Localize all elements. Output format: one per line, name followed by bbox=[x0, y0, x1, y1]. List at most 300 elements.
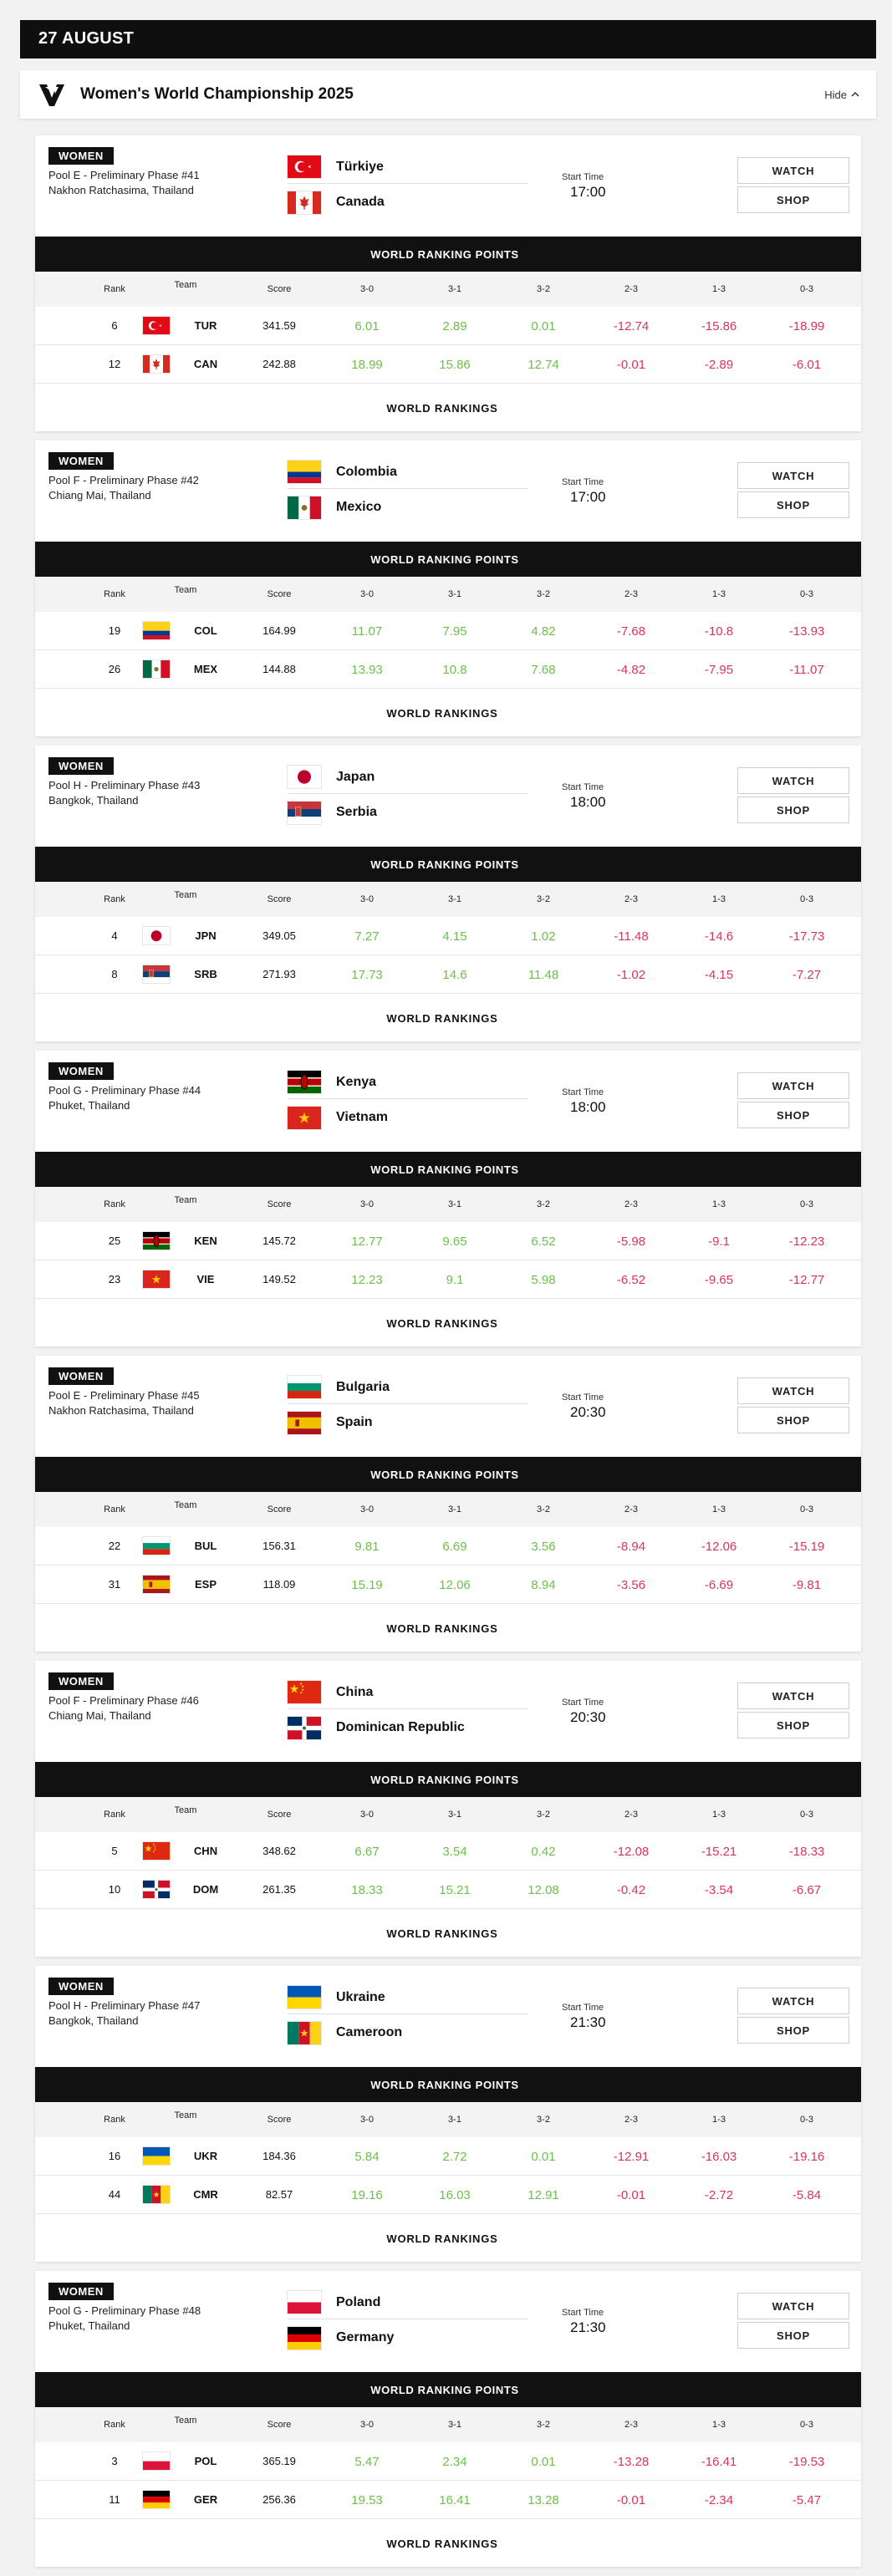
team-code: BUL bbox=[194, 1540, 217, 1552]
ranking-points-value: -18.99 bbox=[788, 319, 825, 333]
bul-flag-icon bbox=[143, 1537, 170, 1555]
dom-flag-icon bbox=[143, 1881, 170, 1898]
team-entry[interactable] bbox=[288, 2321, 528, 2355]
table-row bbox=[35, 1222, 861, 1260]
pol-flag-icon bbox=[288, 2291, 336, 2314]
reorder-arrows-icon[interactable] bbox=[56, 2187, 76, 2201]
championship-title: Women's World Championship 2025 bbox=[80, 85, 354, 103]
world-rankings-label: WORLD RANKINGS bbox=[386, 1927, 498, 1940]
ranking-points-value: 12.06 bbox=[439, 1578, 471, 1592]
reorder-arrows-icon[interactable] bbox=[56, 662, 76, 675]
world-ranking-points-toggle[interactable] bbox=[35, 2067, 861, 2102]
team-score: 144.88 bbox=[263, 663, 296, 675]
col-team: Team bbox=[174, 1195, 197, 1205]
ranking-points-value: -7.27 bbox=[792, 968, 822, 982]
ranking-points-value: -15.21 bbox=[701, 1845, 737, 1859]
col-score: Score bbox=[267, 1504, 292, 1515]
world-rankings-link[interactable] bbox=[35, 994, 861, 1041]
wrp-label: WORLD RANKING POINTS bbox=[370, 1163, 519, 1176]
ranking-points-value: -17.73 bbox=[788, 929, 825, 944]
ranking-points-value: -3.56 bbox=[616, 1578, 646, 1592]
ranking-points-value: 12.77 bbox=[351, 1235, 383, 1249]
team-code: MEX bbox=[193, 663, 218, 675]
ranking-points-value: -6.69 bbox=[704, 1578, 734, 1592]
team-entry[interactable] bbox=[288, 1101, 528, 1134]
team-entry[interactable] bbox=[288, 150, 528, 184]
col-result: 3-1 bbox=[448, 589, 461, 599]
team-code: ESP bbox=[194, 1578, 217, 1591]
start-time-value: 17:00 bbox=[570, 184, 606, 200]
table-row bbox=[35, 1527, 861, 1565]
mex-flag-icon bbox=[143, 660, 170, 678]
ranking-points-value: 3.54 bbox=[442, 1845, 467, 1859]
shop-button[interactable]: SHOP bbox=[737, 2322, 849, 2349]
match-card bbox=[35, 2271, 861, 2567]
team-score: 256.36 bbox=[263, 2493, 296, 2506]
world-rankings-link[interactable] bbox=[35, 2519, 861, 2567]
col-rank: Rank bbox=[104, 1810, 125, 1820]
ranking-points-value: -4.15 bbox=[704, 968, 734, 982]
match-header bbox=[35, 746, 861, 847]
team-entry[interactable] bbox=[288, 1066, 528, 1099]
watch-button[interactable]: WATCH bbox=[737, 1072, 849, 1099]
col-result: 3-1 bbox=[448, 284, 461, 294]
table-row bbox=[35, 345, 861, 384]
reorder-arrows-icon[interactable] bbox=[56, 1882, 76, 1896]
team-entry[interactable] bbox=[288, 186, 528, 219]
table-row bbox=[35, 917, 861, 955]
col-team: Team bbox=[174, 280, 197, 290]
team-rank: 5 bbox=[111, 1845, 118, 1857]
ranking-points-value: 2.34 bbox=[442, 2455, 467, 2469]
team-name: Cameroon bbox=[336, 2025, 403, 2039]
ranking-points-value: 16.03 bbox=[439, 2188, 471, 2202]
team-name: Germany bbox=[336, 2330, 395, 2344]
world-ranking-points-toggle[interactable] bbox=[35, 1457, 861, 1492]
table-row bbox=[35, 1832, 861, 1871]
gender-tag: WOMEN bbox=[48, 1367, 114, 1385]
team-code: SRB bbox=[194, 968, 217, 980]
table-row bbox=[35, 955, 861, 994]
team-code: KEN bbox=[194, 1235, 217, 1247]
ranking-points-value: -12.91 bbox=[613, 2150, 650, 2164]
pool-label: Pool H - Preliminary Phase #47 bbox=[48, 1999, 201, 2012]
col-flag-icon bbox=[143, 622, 170, 639]
world-rankings-link[interactable] bbox=[35, 1909, 861, 1957]
team-score: 82.57 bbox=[265, 2188, 293, 2201]
team-score: 261.35 bbox=[263, 1883, 296, 1896]
esp-flag-icon bbox=[143, 1576, 170, 1593]
ranking-points-value: -13.28 bbox=[613, 2455, 650, 2469]
start-time-value: 18:00 bbox=[570, 1099, 606, 1115]
team-rank: 3 bbox=[111, 2455, 118, 2467]
table-row bbox=[35, 2442, 861, 2481]
match-card bbox=[35, 135, 861, 431]
team-entry[interactable] bbox=[288, 761, 528, 794]
ranking-points-value: 5.47 bbox=[354, 2455, 380, 2469]
start-time-label: Start Time bbox=[562, 2003, 604, 2013]
team-code: JPN bbox=[195, 929, 217, 942]
watch-button[interactable]: WATCH bbox=[737, 1988, 849, 2014]
ranking-points-value: -0.01 bbox=[616, 358, 646, 372]
shop-button[interactable]: SHOP bbox=[737, 1712, 849, 1739]
ranking-points-value: 0.01 bbox=[531, 2150, 556, 2164]
ranking-points-value: 6.52 bbox=[531, 1235, 556, 1249]
world-rankings-link[interactable] bbox=[35, 384, 861, 431]
world-rankings-link[interactable] bbox=[35, 2214, 861, 2262]
gender-tag: WOMEN bbox=[48, 1062, 114, 1080]
team-score: 118.09 bbox=[263, 1578, 296, 1591]
col-result: 0-3 bbox=[800, 1810, 813, 1820]
world-rankings-link[interactable] bbox=[35, 689, 861, 736]
team-name: Bulgaria bbox=[336, 1379, 390, 1394]
team-rank: 31 bbox=[108, 1578, 121, 1591]
ranking-points-value: 12.91 bbox=[528, 2188, 559, 2202]
table-row bbox=[35, 2176, 861, 2214]
reorder-arrows-icon[interactable] bbox=[56, 1272, 76, 1285]
ranking-points-value: -15.19 bbox=[788, 1540, 825, 1554]
venue-label: Chiang Mai, Thailand bbox=[48, 489, 151, 501]
match-header bbox=[35, 1356, 861, 1457]
ranking-table-header bbox=[35, 1187, 861, 1222]
venue-label: Nakhon Ratchasima, Thailand bbox=[48, 1404, 194, 1417]
team-entry[interactable] bbox=[288, 456, 528, 489]
world-ranking-points-toggle[interactable] bbox=[35, 542, 861, 577]
match-card bbox=[35, 1356, 861, 1652]
ranking-points-value: 7.68 bbox=[531, 663, 556, 677]
ranking-table-header bbox=[35, 1492, 861, 1527]
reorder-arrows-icon[interactable] bbox=[56, 1539, 76, 1552]
match-header bbox=[35, 1661, 861, 1762]
venue-label: Bangkok, Thailand bbox=[48, 794, 139, 807]
col-result: 0-3 bbox=[800, 2420, 813, 2430]
ranking-points-value: 17.73 bbox=[351, 968, 383, 982]
match-card bbox=[35, 1966, 861, 2262]
match-header bbox=[35, 1966, 861, 2067]
watch-button[interactable]: WATCH bbox=[737, 462, 849, 489]
ranking-points-value: -2.89 bbox=[704, 358, 734, 372]
team-entry[interactable] bbox=[288, 2286, 528, 2319]
venue-label: Bangkok, Thailand bbox=[48, 2014, 139, 2027]
shop-button[interactable]: SHOP bbox=[737, 797, 849, 823]
col-team: Team bbox=[174, 585, 197, 595]
table-row bbox=[35, 1565, 861, 1604]
shop-button[interactable]: SHOP bbox=[737, 1102, 849, 1128]
jpn-flag-icon bbox=[143, 927, 170, 944]
watch-button[interactable]: WATCH bbox=[737, 2293, 849, 2319]
world-ranking-points-toggle[interactable] bbox=[35, 2372, 861, 2407]
ken-flag-icon bbox=[288, 1071, 336, 1093]
col-score: Score bbox=[267, 589, 292, 599]
team-entry[interactable] bbox=[288, 796, 528, 829]
col-result: 3-2 bbox=[537, 589, 550, 599]
ranking-points-value: 9.65 bbox=[442, 1235, 467, 1249]
shop-button[interactable]: SHOP bbox=[737, 2017, 849, 2044]
team-score: 184.36 bbox=[263, 2150, 296, 2162]
world-rankings-link[interactable] bbox=[35, 1604, 861, 1652]
match-header bbox=[35, 135, 861, 237]
col-team: Team bbox=[174, 2416, 197, 2426]
ranking-points-value: -4.82 bbox=[616, 663, 646, 677]
start-time-label: Start Time bbox=[562, 172, 604, 182]
ranking-points-value: 5.84 bbox=[354, 2150, 380, 2164]
col-rank: Rank bbox=[104, 2115, 125, 2125]
shop-button[interactable]: SHOP bbox=[737, 1407, 849, 1433]
ranking-points-value: -16.03 bbox=[701, 2150, 737, 2164]
ranking-points-value: -5.47 bbox=[792, 2493, 822, 2507]
bul-flag-icon bbox=[288, 1376, 336, 1398]
ranking-points-value: 19.16 bbox=[351, 2188, 383, 2202]
watch-button[interactable]: WATCH bbox=[737, 157, 849, 184]
ranking-points-value: -3.54 bbox=[704, 1883, 734, 1897]
jpn-flag-icon bbox=[288, 766, 336, 788]
world-rankings-label: WORLD RANKINGS bbox=[386, 1011, 498, 1025]
team-code: CAN bbox=[193, 358, 218, 370]
ranking-points-value: -12.06 bbox=[701, 1540, 737, 1554]
ranking-points-value: -0.42 bbox=[616, 1883, 646, 1897]
watch-button[interactable]: WATCH bbox=[737, 1683, 849, 1709]
watch-button[interactable]: WATCH bbox=[737, 767, 849, 794]
ranking-table-header bbox=[35, 2407, 861, 2442]
reorder-arrows-icon[interactable] bbox=[56, 2149, 76, 2162]
ranking-points-value: -16.41 bbox=[701, 2455, 737, 2469]
hide-toggle[interactable] bbox=[824, 89, 859, 101]
dom-flag-icon bbox=[288, 1717, 336, 1739]
col-result: 2-3 bbox=[624, 2420, 638, 2430]
col-result: 3-2 bbox=[537, 894, 550, 904]
team-rank: 10 bbox=[108, 1883, 121, 1896]
pool-label: Pool G - Preliminary Phase #44 bbox=[48, 1084, 201, 1097]
world-ranking-points-toggle[interactable] bbox=[35, 1152, 861, 1187]
esp-flag-icon bbox=[288, 1412, 336, 1434]
ranking-points-value: -10.8 bbox=[704, 624, 734, 639]
ranking-points-value: -12.77 bbox=[788, 1273, 825, 1287]
shop-button[interactable]: SHOP bbox=[737, 491, 849, 518]
col-result: 1-3 bbox=[712, 589, 726, 599]
wrp-label: WORLD RANKING POINTS bbox=[370, 1773, 519, 1786]
venue-label: Chiang Mai, Thailand bbox=[48, 1709, 151, 1722]
table-row bbox=[35, 1871, 861, 1909]
team-entry[interactable] bbox=[288, 1676, 528, 1709]
reorder-arrows-icon[interactable] bbox=[56, 967, 76, 980]
ranking-points-value: -11.07 bbox=[789, 663, 824, 677]
team-entry[interactable] bbox=[288, 2016, 528, 2049]
col-result: 1-3 bbox=[712, 1810, 726, 1820]
col-result: 3-0 bbox=[360, 894, 374, 904]
col-result: 3-1 bbox=[448, 1199, 461, 1209]
watch-button[interactable]: WATCH bbox=[737, 1377, 849, 1404]
team-name: Kenya bbox=[336, 1074, 377, 1089]
team-rank: 25 bbox=[108, 1235, 121, 1247]
team-name: Serbia bbox=[336, 805, 377, 819]
start-time-label: Start Time bbox=[562, 1087, 604, 1097]
world-rankings-link[interactable] bbox=[35, 1299, 861, 1347]
ranking-points-value: -7.95 bbox=[704, 663, 734, 677]
ranking-points-value: 12.23 bbox=[351, 1273, 383, 1287]
team-entry[interactable] bbox=[288, 1371, 528, 1404]
reorder-arrows-icon[interactable] bbox=[56, 2492, 76, 2506]
reorder-arrows-icon[interactable] bbox=[56, 318, 76, 332]
ranking-points-value: -12.23 bbox=[788, 1235, 825, 1249]
col-result: 1-3 bbox=[712, 1504, 726, 1515]
championship-header bbox=[20, 70, 876, 119]
ranking-points-value: 2.72 bbox=[442, 2150, 467, 2164]
pool-label: Pool E - Preliminary Phase #45 bbox=[48, 1389, 200, 1402]
ranking-points-value: -6.67 bbox=[792, 1883, 822, 1897]
ger-flag-icon bbox=[143, 2491, 170, 2508]
start-time-label: Start Time bbox=[562, 782, 604, 792]
match-card bbox=[35, 1661, 861, 1957]
col-rank: Rank bbox=[104, 894, 125, 904]
world-ranking-points-toggle[interactable] bbox=[35, 1762, 861, 1797]
team-rank: 23 bbox=[108, 1273, 121, 1285]
ranking-points-value: -19.53 bbox=[788, 2455, 825, 2469]
team-rank: 12 bbox=[108, 358, 121, 370]
team-score: 341.59 bbox=[263, 319, 296, 332]
col-result: 2-3 bbox=[624, 284, 638, 294]
col-result: 0-3 bbox=[800, 2115, 813, 2125]
team-rank: 11 bbox=[109, 2493, 120, 2506]
col-result: 3-0 bbox=[360, 284, 374, 294]
ranking-points-value: 6.67 bbox=[354, 1845, 380, 1859]
team-entry[interactable] bbox=[288, 1711, 528, 1744]
world-ranking-points-toggle[interactable] bbox=[35, 847, 861, 882]
team-name: Dominican Republic bbox=[336, 1720, 465, 1734]
venue-label: Phuket, Thailand bbox=[48, 1099, 130, 1112]
ranking-points-value: -12.74 bbox=[613, 319, 650, 333]
ranking-points-value: 7.27 bbox=[354, 929, 380, 944]
team-score: 365.19 bbox=[263, 2455, 296, 2467]
col-rank: Rank bbox=[104, 2420, 125, 2430]
col-score: Score bbox=[267, 1810, 292, 1820]
ranking-points-value: 15.21 bbox=[439, 1883, 471, 1897]
ranking-points-value: 7.95 bbox=[442, 624, 467, 639]
team-code: CHN bbox=[193, 1845, 218, 1857]
start-time-label: Start Time bbox=[562, 477, 604, 487]
team-rank: 6 bbox=[111, 319, 118, 332]
team-name: Poland bbox=[336, 2294, 381, 2309]
volleyball-world-logo-icon bbox=[37, 79, 67, 109]
ranking-table-header bbox=[35, 2102, 861, 2137]
ranking-points-value: 11.07 bbox=[351, 624, 383, 639]
world-ranking-points-toggle[interactable] bbox=[35, 237, 861, 272]
team-name: China bbox=[336, 1684, 374, 1699]
ranking-points-value: 15.86 bbox=[439, 358, 471, 372]
shop-button[interactable]: SHOP bbox=[737, 186, 849, 213]
team-code: GER bbox=[193, 2493, 218, 2506]
reorder-arrows-icon[interactable] bbox=[56, 2454, 76, 2467]
team-entry[interactable] bbox=[288, 491, 528, 524]
team-rank: 26 bbox=[108, 663, 121, 675]
gender-tag: WOMEN bbox=[48, 452, 114, 470]
match-card bbox=[35, 440, 861, 736]
col-score: Score bbox=[267, 2420, 292, 2430]
col-result: 3-0 bbox=[360, 2115, 374, 2125]
ranking-points-value: 12.74 bbox=[528, 358, 559, 372]
ranking-points-value: -1.02 bbox=[616, 968, 646, 982]
col-result: 3-1 bbox=[448, 894, 461, 904]
start-time-label: Start Time bbox=[562, 2308, 604, 2318]
ranking-points-value: -5.84 bbox=[792, 2188, 822, 2202]
col-result: 2-3 bbox=[624, 1504, 638, 1515]
match-header bbox=[35, 2271, 861, 2372]
team-name: Vietnam bbox=[336, 1110, 388, 1124]
team-code: DOM bbox=[192, 1883, 219, 1896]
mex-flag-icon bbox=[288, 496, 336, 519]
team-entry[interactable] bbox=[288, 1981, 528, 2014]
col-result: 0-3 bbox=[800, 589, 813, 599]
ranking-points-value: 4.15 bbox=[442, 929, 467, 944]
col-result: 3-1 bbox=[448, 2115, 461, 2125]
table-row bbox=[35, 307, 861, 345]
vie-flag-icon bbox=[143, 1270, 170, 1288]
table-row bbox=[35, 1260, 861, 1299]
col-result: 1-3 bbox=[712, 1199, 726, 1209]
pool-label: Pool H - Preliminary Phase #43 bbox=[48, 779, 201, 792]
team-rank: 8 bbox=[111, 968, 118, 980]
col-result: 1-3 bbox=[712, 894, 726, 904]
world-rankings-label: WORLD RANKINGS bbox=[386, 2232, 498, 2245]
world-rankings-label: WORLD RANKINGS bbox=[386, 1621, 498, 1635]
col-score: Score bbox=[267, 894, 292, 904]
reorder-arrows-icon[interactable] bbox=[56, 1844, 76, 1857]
team-entry[interactable] bbox=[288, 1406, 528, 1439]
can-flag-icon bbox=[288, 191, 336, 214]
tur-flag-icon bbox=[288, 155, 336, 178]
gender-tag: WOMEN bbox=[48, 1978, 114, 1995]
reorder-arrows-icon[interactable] bbox=[56, 1234, 76, 1247]
reorder-arrows-icon[interactable] bbox=[56, 1577, 76, 1591]
team-name: Ukraine bbox=[336, 1989, 385, 2004]
reorder-arrows-icon[interactable] bbox=[56, 357, 76, 370]
col-result: 3-1 bbox=[448, 1810, 461, 1820]
reorder-arrows-icon[interactable] bbox=[56, 929, 76, 942]
team-rank: 19 bbox=[108, 624, 121, 637]
table-row bbox=[35, 2481, 861, 2519]
can-flag-icon bbox=[143, 355, 170, 373]
pool-label: Pool G - Preliminary Phase #48 bbox=[48, 2304, 201, 2317]
ranking-points-value: -19.16 bbox=[788, 2150, 825, 2164]
ranking-points-value: -2.72 bbox=[704, 2188, 734, 2202]
wrp-label: WORLD RANKING POINTS bbox=[370, 247, 519, 261]
ranking-points-value: 0.01 bbox=[531, 2455, 556, 2469]
team-code: VIE bbox=[196, 1273, 215, 1285]
col-result: 2-3 bbox=[624, 894, 638, 904]
vie-flag-icon bbox=[288, 1107, 336, 1129]
team-rank: 4 bbox=[111, 929, 118, 942]
table-row bbox=[35, 612, 861, 650]
ranking-points-value: 0.01 bbox=[531, 319, 556, 333]
col-team: Team bbox=[174, 1500, 197, 1510]
reorder-arrows-icon[interactable] bbox=[56, 624, 76, 637]
world-rankings-label: WORLD RANKINGS bbox=[386, 1316, 498, 1330]
ranking-points-value: -9.1 bbox=[708, 1235, 730, 1249]
wrp-label: WORLD RANKING POINTS bbox=[370, 858, 519, 871]
chevron-up-icon bbox=[851, 90, 859, 99]
chn-flag-icon bbox=[288, 1681, 336, 1703]
ranking-points-value: 12.08 bbox=[528, 1883, 559, 1897]
col-result: 3-0 bbox=[360, 1199, 374, 1209]
ranking-points-value: 6.69 bbox=[442, 1540, 467, 1554]
col-result: 3-0 bbox=[360, 2420, 374, 2430]
col-score: Score bbox=[267, 284, 292, 294]
gender-tag: WOMEN bbox=[48, 757, 114, 775]
start-time-value: 17:00 bbox=[570, 489, 606, 505]
team-code: CMR bbox=[193, 2188, 218, 2201]
team-code: TUR bbox=[194, 319, 217, 332]
gender-tag: WOMEN bbox=[48, 2283, 114, 2300]
ranking-table-header bbox=[35, 272, 861, 307]
